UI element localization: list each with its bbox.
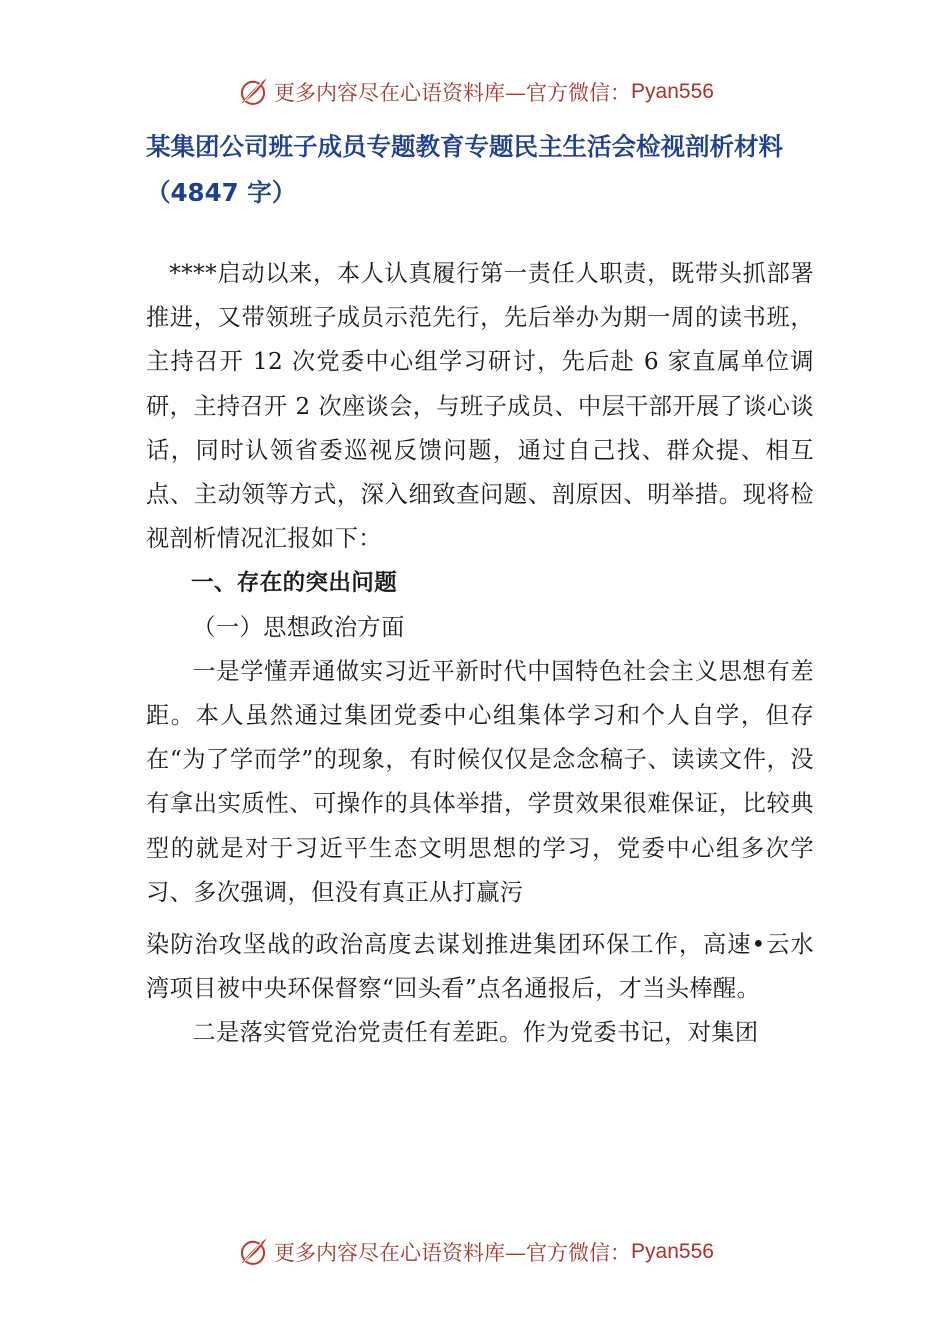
paragraph-point-one-continued: 染防治攻坚战的政治高度去谋划推进集团环保工作，高速•云水湾项目被中央环保督察“回头看”点名通报后，才当头棒醒。 xyxy=(146,931,814,1003)
feather-seal-logo-icon xyxy=(236,1235,270,1269)
footer-banner xyxy=(0,1232,950,1272)
banner-text: 更多内容尽在心语资料库—官方微信： xyxy=(274,1241,632,1265)
paragraph-intro: ****启动以来，本人认真履行第一责任人职责，既带头抓部署推进，又带领班子成员示范先行，先后举办为期一周的读书班，主持召开 12 次党委中心组学习研讨，先后赴 6 家直属单位调研，主持召开 2 次座谈会，与班子成员、中层干部开展了谈心谈话，同时认领省委巡视反馈问题，通过自己找、群众提、相互点、主动领等方式，深入细致查问题、剖原因、明举措。现将检视剖析情况汇报如下： xyxy=(146,260,814,553)
paragraph-point-one: 一是学懂弄通做实习近平新时代中国特色社会主义思想有差距。本人虽然通过集团党委中心组集体学习和个人自学，但存在“为了学而学”的现象，有时候仅仅是念念稿子、读读文件，没有拿出实质性、可操作的具体举措，学贯效果很难保证，比较典型的就是对于习近平生态文明思想的学习，党委中心组多次学习、多次强调，但没有真正从打赢污 xyxy=(146,657,814,906)
paragraph-point-two: 二是落实管党治党责任有差距。作为党委书记，对集团 xyxy=(192,1019,759,1047)
document-title: 某集团公司班子成员专题教育专题民主生活会检视剖析材料（4847 字） xyxy=(146,132,783,207)
document-body xyxy=(146,252,814,1056)
section-heading: 一、存在的突出问题 xyxy=(191,570,398,597)
header-banner xyxy=(0,72,950,112)
banner-wechat-id: Pyan556 xyxy=(631,80,714,103)
banner-wechat-id: Pyan556 xyxy=(631,1240,714,1263)
banner-text: 更多内容尽在心语资料库—官方微信： xyxy=(274,81,632,105)
feather-seal-logo-icon xyxy=(236,75,270,109)
subsection-heading: （一）思想政治方面 xyxy=(192,613,405,641)
